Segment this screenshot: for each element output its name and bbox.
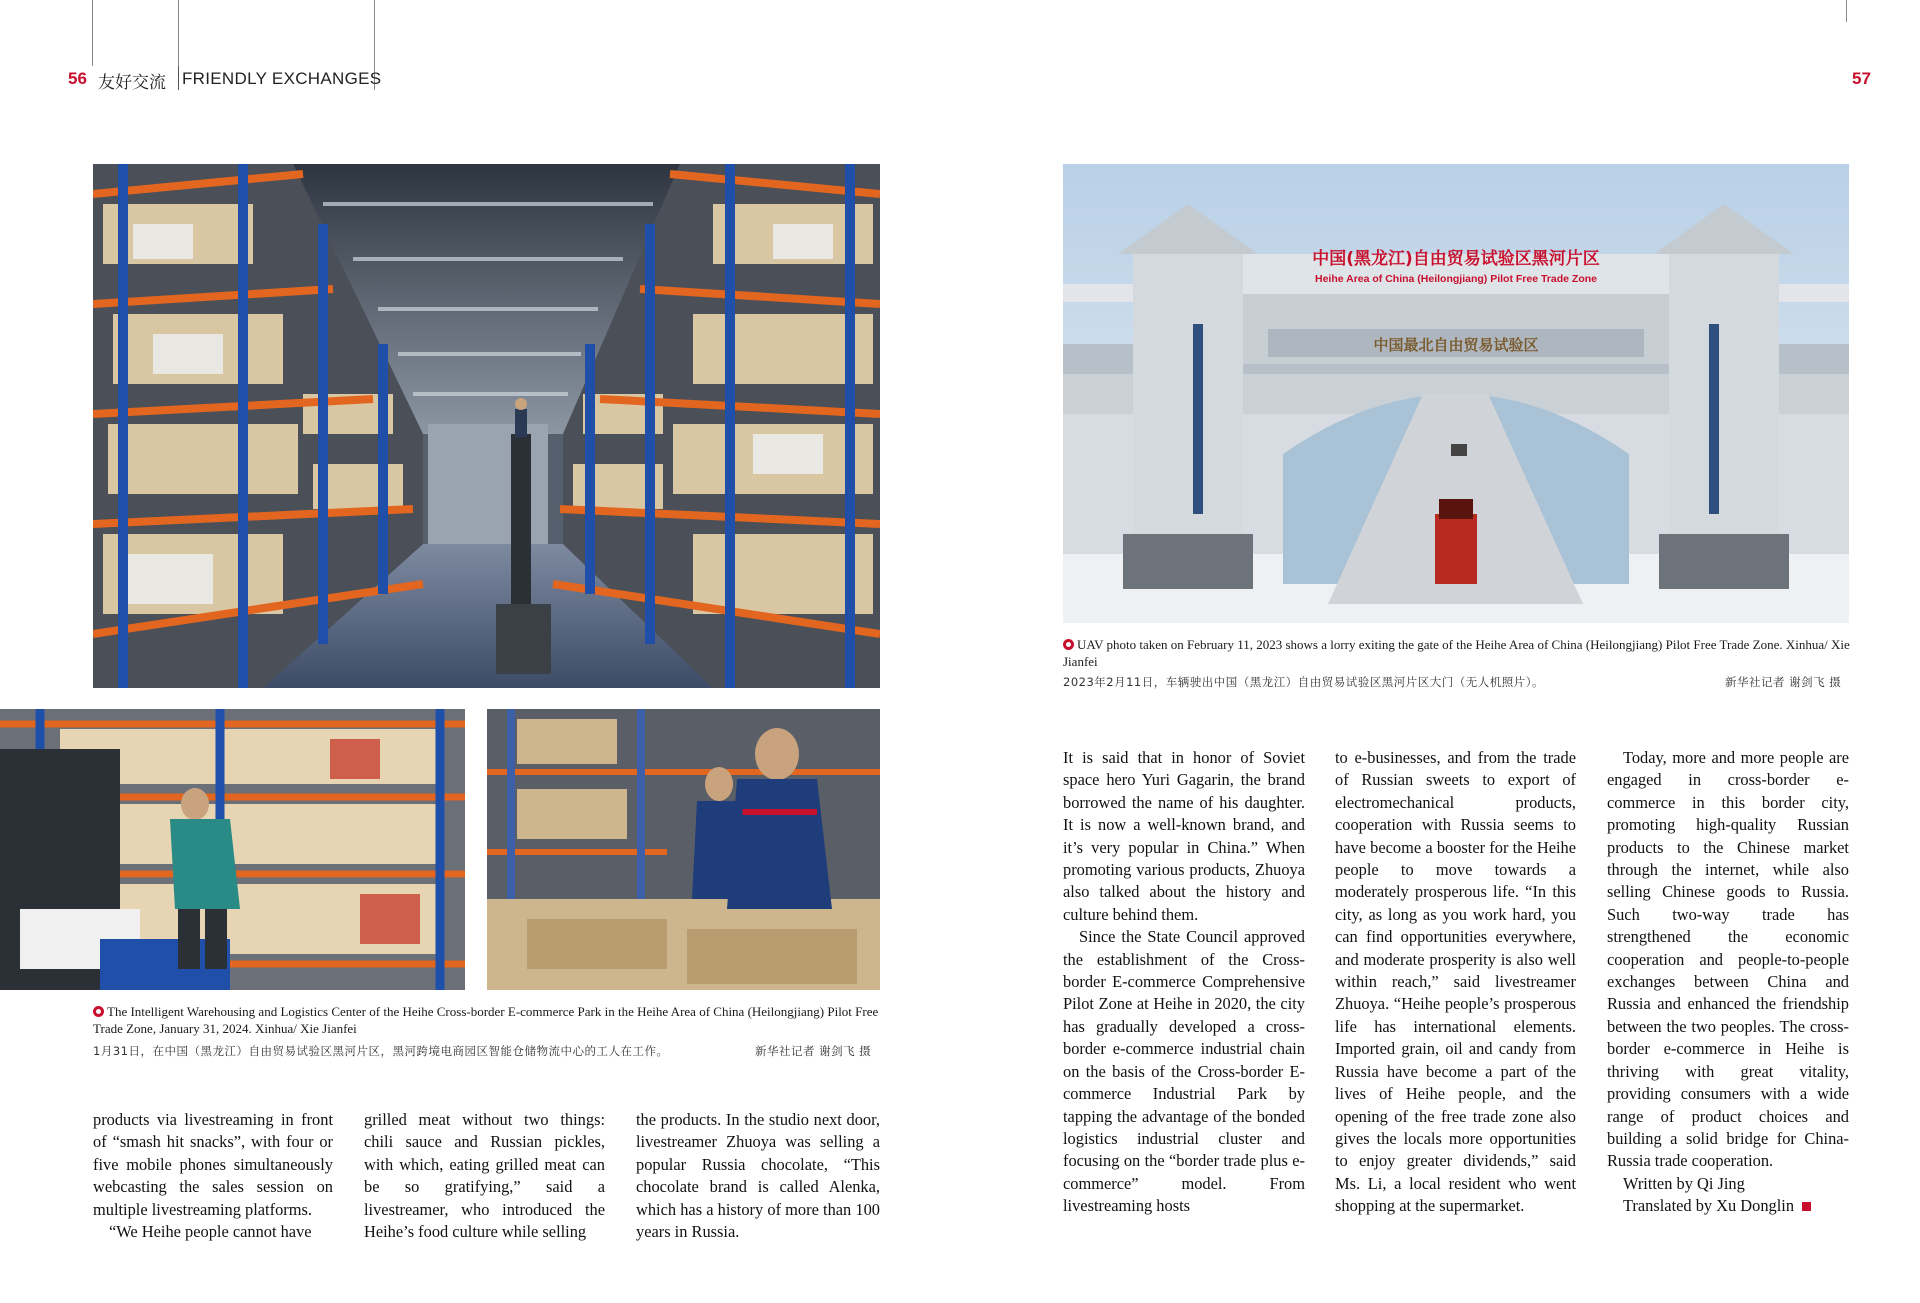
photo-caption-icon: [93, 1006, 104, 1017]
page-number-left: 56: [68, 69, 87, 88]
paragraph: the products. In the studio next door, livestreamer Zhuoya was selling a popular Russia chocolate, “This chocolate brand is called Alenka, which has a history of more than 100 years in Russia.: [636, 1110, 880, 1242]
left-column-3: [636, 1109, 880, 1243]
paragraph: Since the State Council approved the establishment of the Cross-border E-commerce Comprehensive Pilot Zone at Heihe in 2020, the city has gradually developed a cross-border e-commerce industrial chain on the basis of the Cross-border E-commerce Industrial Park by tapping the advantage of the bonded logistics industrial cluster and focusing on the “border trade plus e-commerce” model. From livestreaming hosts: [1063, 927, 1305, 1216]
gate-sign-cn: 中国(黑龙江)自由贸易试验区黑河片区: [1312, 249, 1600, 269]
gate-caption-cn: 2023年2月11日，车辆驶出中国（黑龙江）自由贸易试验区黑河片区大门（无人机照片）。: [1063, 675, 1544, 689]
translated-by: Translated by Xu Donglin: [1623, 1196, 1795, 1216]
warehouse-worker-photo: [0, 709, 465, 990]
paragraph: to e-businesses, and from the trade of Russian sweets to export of electromechanical products, cooperation with Russia seems to have become a booster for the Heihe people to move towards a moderately prosperous life. “In this city, as long as you work hard, you can find opportunities everywhere, and moderate prosperity is also well within reach,” said livestreamer Zhuoya. “Heihe people’s prosperous life has international elements. Imported grain, oil and candy from Russia have become a part of the lives of Heihe people, and the opening of the free trade zone also gives the locals more opportunities to enjoy greater dividends,” said Ms. Li, a local resident who went shopping at the supermarket.: [1335, 748, 1576, 1216]
warehouse-caption-en: The Intelligent Warehousing and Logistics Center of the Heihe Cross-border E-commerce Park in the Heihe Area of China (Heilongjiang) Pilot Free Trade Zone, January 31, 2024. Xinhua/ Xie Jianfei: [93, 1004, 879, 1036]
photo-caption-icon: [1063, 639, 1074, 650]
end-of-article-mark: [1802, 1202, 1811, 1211]
gate-caption-en: UAV photo taken on February 11, 2023 shows a lorry exiting the gate of the Heihe Area of China (Heilongjiang) Pilot Free Trade Zone. Xinhua/ Xie Jianfei: [1063, 637, 1850, 669]
left-column-2: [364, 1109, 605, 1243]
paragraph: Today, more and more people are engaged in cross-border e-commerce in this border city, promoting high-quality Russian products to the Chinese market through the internet, while also selling Chinese goods to Russia. Such two-way trade has strengthened the economic cooperation and people-to-people exchanges between China and Russia and enhanced the friendship between the two peoples. The cross-border e-commerce in Heihe is thriving with great vitality, providing consumers with a wide range of product choices and building a solid bridge for China-Russia trade cooperation.: [1607, 748, 1849, 1171]
gate-sign-en: Heihe Area of China (Heilongjiang) Pilot Free Trade Zone: [1315, 273, 1597, 285]
right-column-2: [1335, 747, 1576, 1218]
page-number-right: 57: [1852, 69, 1871, 88]
warehouse-aisle-photo: [93, 164, 880, 688]
written-by: Written by Qi Jing: [1623, 1173, 1745, 1193]
gate-caption: [1063, 636, 1853, 670]
top-rule-left: [92, 0, 93, 66]
warehouse-caption-credit: 新华社记者 谢剑飞 摄: [755, 1044, 872, 1058]
gate-caption-credit: 新华社记者 谢剑飞 摄: [1725, 675, 1842, 689]
warehouse-caption: [93, 1003, 883, 1037]
packing-line-photo: [487, 709, 880, 990]
top-rule-mid: [178, 0, 179, 66]
section-title-en: FRIENDLY EXCHANGES: [182, 69, 382, 88]
free-trade-zone-gate-photo: [1063, 164, 1849, 623]
warehouse-caption-cn: 1月31日，在中国（黑龙江）自由贸易试验区黑河片区，黑河跨境电商园区智能仓储物流中心的工人在工作。: [93, 1044, 669, 1058]
right-column-1: [1063, 747, 1305, 1218]
paragraph: It is said that in honor of Soviet space hero Yuri Gagarin, the brand borrowed the name of his daughter. It is now a well-known brand, and it’s very popular in China.” When promoting various products, Zhuoya also talked about the history and culture behind them.: [1063, 748, 1305, 924]
gate-arch-cn: 中国最北自由贸易试验区: [1373, 336, 1539, 354]
translated-by-line: [1607, 1195, 1849, 1217]
header-divider: [178, 66, 179, 90]
paragraph: grilled meat without two things: chili sauce and Russian pickles, with which, eating grilled meat can be so gratifying,” said a livestreamer, who introduced the Heihe’s food culture while selling: [364, 1110, 605, 1242]
left-column-1: [93, 1109, 333, 1243]
paragraph: “We Heihe people cannot have: [109, 1222, 312, 1242]
right-column-3: [1607, 747, 1849, 1218]
section-title-cn: 友好交流: [98, 73, 166, 93]
paragraph: products via livestreaming in front of “smash hit snacks”, with four or five mobile phones simultaneously webcasting the sales session on multiple livestreaming platforms.: [93, 1110, 333, 1219]
top-rule-page57: [1846, 0, 1847, 22]
